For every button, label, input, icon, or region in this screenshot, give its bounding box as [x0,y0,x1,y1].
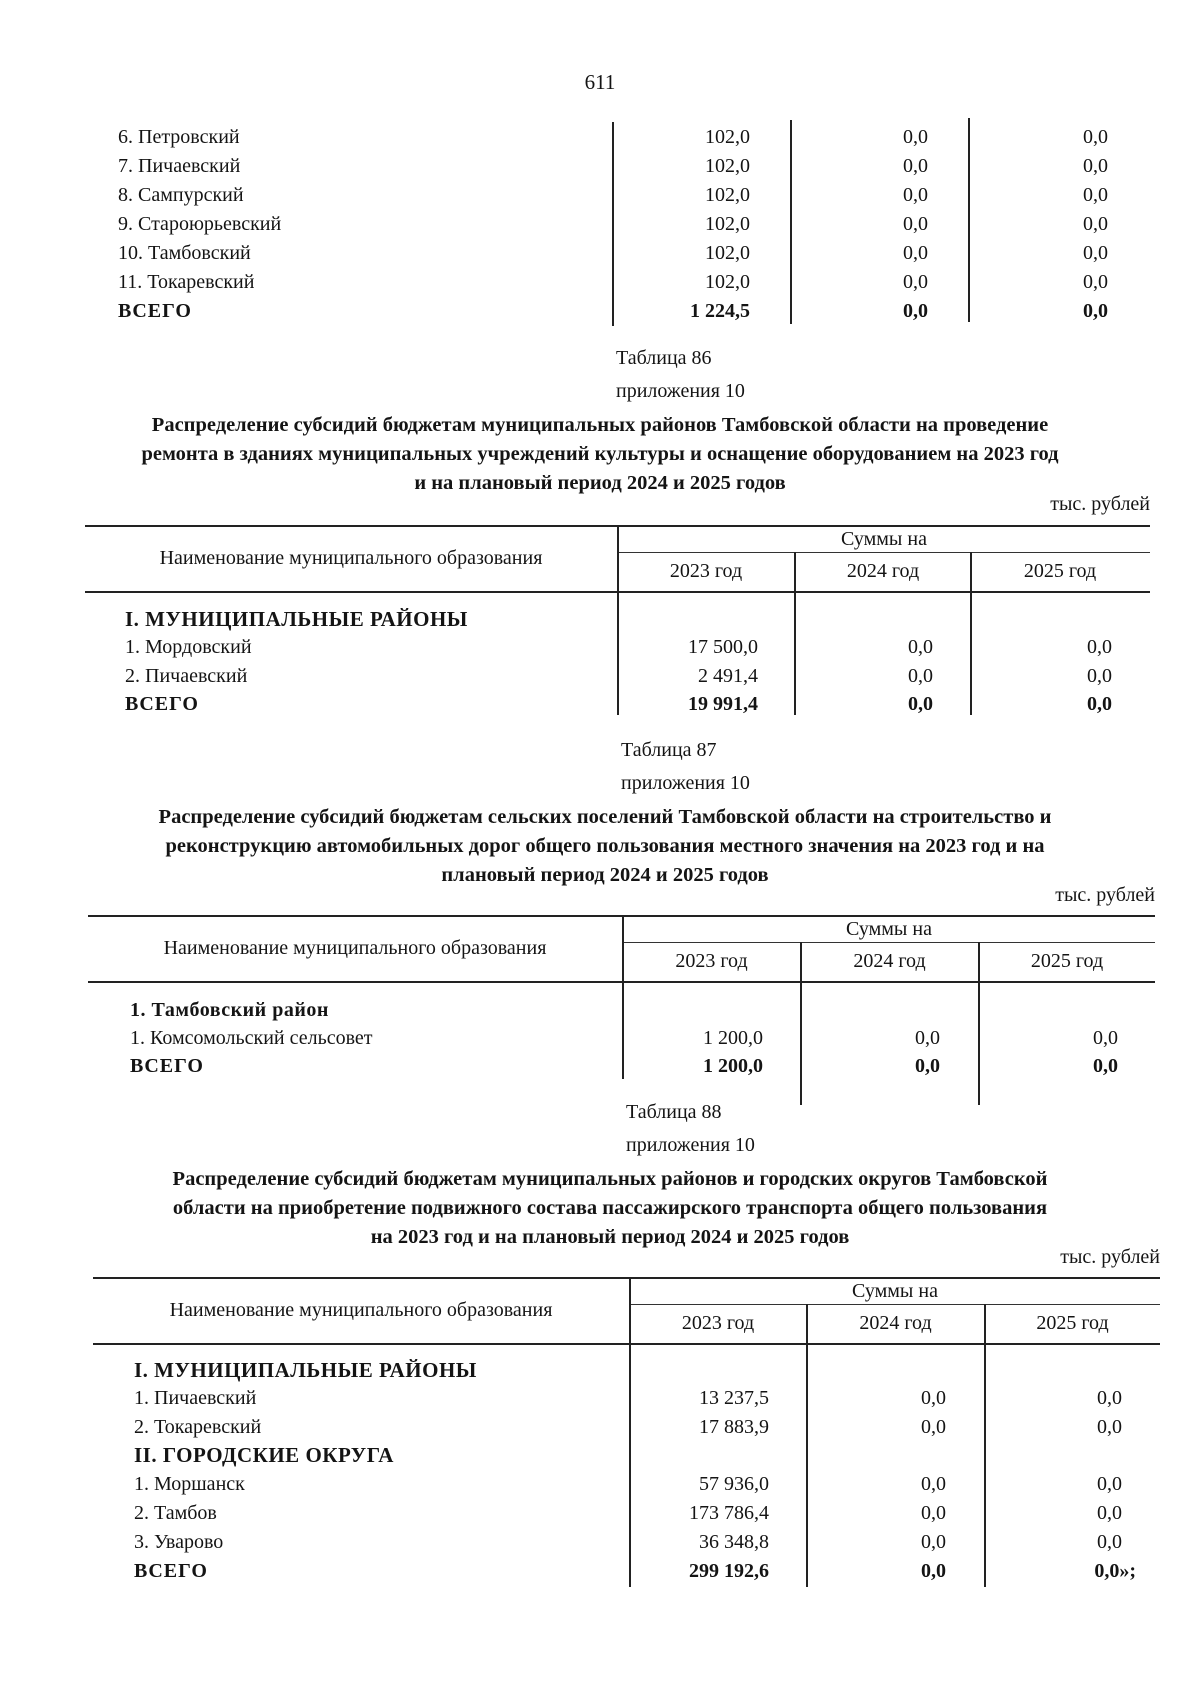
value-2023: 57 936,0 [699,1473,769,1495]
column-header-2023: 2023 год [675,950,748,972]
table-title [85,803,1125,890]
table-row [0,184,1200,213]
value-2023: 102,0 [705,126,750,148]
title-line: области на приобретение подвижного состава пассажирского транспорта общего пользования [172,1197,1048,1219]
value-2025: 0,0 [1083,213,1108,235]
title-line: и на плановый период 2024 и 2025 годов [414,472,786,494]
section-heading: 1. Тамбовский район [130,999,329,1021]
table-row [0,271,1200,300]
table-caption: Таблица 86 [616,347,712,369]
table-caption: Таблица 88 [626,1101,722,1123]
value-2025: 0,0 [1097,1531,1122,1553]
total-row [0,1560,1200,1589]
column-header-sums: Суммы на [846,918,932,940]
value-2023: 102,0 [705,155,750,177]
column-header-2025: 2025 год [1030,950,1104,972]
value-2025: 0,0 [1083,300,1108,322]
table-row [0,1416,1200,1445]
table-caption: Таблица 87 [621,739,717,761]
row-name: 11. Токаревский [118,271,255,293]
value-2025: 0,0»; [1094,1560,1136,1582]
section-heading: I. МУНИЦИПАЛЬНЫЕ РАЙОНЫ [125,607,468,631]
unit-label: тыс. рублей [1060,1246,1160,1268]
column-header-sums: Суммы на [852,1280,938,1302]
table-row [0,1502,1200,1531]
row-name: 1. Мордовский [125,636,252,658]
table-87 [0,915,1200,1085]
column-header-name: Наименование муниципального образования [159,547,543,569]
table-row [0,1387,1200,1416]
row-name: ВСЕГО [130,1055,204,1077]
section-heading: II. ГОРОДСКИЕ ОКРУГА [134,1443,394,1467]
total-row [0,300,1200,329]
row-name: ВСЕГО [125,693,199,715]
value-2025: 0,0 [1093,1027,1118,1049]
value-2024: 0,0 [903,126,928,148]
row-name: 2. Пичаевский [125,665,248,687]
row-name: 9. Староюрьевский [118,213,282,235]
title-line: реконструкцию автомобильных дорог общего пользования местного значения на 2023 год и на [165,835,1045,857]
value-2023: 102,0 [705,242,750,264]
value-2024: 0,0 [921,1531,946,1553]
value-2023: 102,0 [705,184,750,206]
value-2024: 0,0 [903,271,928,293]
value-2023: 19 991,4 [688,693,758,715]
value-2023: 36 348,8 [699,1531,769,1553]
table-appendix: приложения 10 [626,1134,755,1156]
table-row [0,213,1200,242]
column-header-2024: 2024 год [846,560,920,582]
row-name: 8. Сампурский [118,184,244,206]
value-2024: 0,0 [903,155,928,177]
table-86 [0,525,1200,721]
value-2025: 0,0 [1097,1416,1122,1438]
column-header-2023: 2023 год [681,1312,755,1334]
unit-label: тыс. рублей [1050,493,1150,515]
column-header-2025: 2025 год [1023,560,1097,582]
value-2024: 0,0 [908,665,933,687]
value-2025: 0,0 [1097,1473,1122,1495]
column-header-sums: Суммы на [841,528,927,550]
value-2025: 0,0 [1087,636,1112,658]
value-2024: 0,0 [903,213,928,235]
column-header-2024: 2024 год [859,1312,932,1334]
row-name: ВСЕГО [118,300,192,322]
header-bottom-border [93,1343,1160,1345]
value-2024: 0,0 [921,1502,946,1524]
value-2023: 13 237,5 [699,1387,769,1409]
table-row [0,1531,1200,1560]
section-heading: I. МУНИЦИПАЛЬНЫЕ РАЙОНЫ [134,1358,477,1382]
title-line: Распределение субсидий бюджетам муниципальных районов Тамбовской области на проведение [151,414,1049,436]
header-divider [623,942,1155,943]
value-2025: 0,0 [1083,126,1108,148]
row-name: 2. Тамбов [134,1502,217,1524]
title-line: плановый период 2024 и 2025 годов [441,864,769,886]
value-2024: 0,0 [915,1055,940,1077]
column-header-name: Наименование муниципального образования [163,937,547,959]
row-name: 3. Уварово [134,1531,224,1553]
table-row [0,636,1200,665]
title-line: на 2023 год и на плановый период 2024 и 2025 годов [370,1226,850,1248]
table-appendix: приложения 10 [621,772,750,794]
value-2023: 17 883,9 [699,1416,769,1438]
value-2023: 299 192,6 [689,1560,769,1582]
row-name: 1. Моршанск [134,1473,245,1495]
value-2023: 1 200,0 [703,1027,763,1049]
column-header-2023: 2023 год [669,560,743,582]
value-2024: 0,0 [921,1387,946,1409]
value-2025: 0,0 [1083,271,1108,293]
value-2024: 0,0 [921,1560,946,1582]
value-2023: 17 500,0 [688,636,758,658]
value-2023: 2 491,4 [698,665,758,687]
value-2025: 0,0 [1097,1387,1122,1409]
value-2024: 0,0 [908,636,933,658]
value-2024: 0,0 [903,242,928,264]
row-name: 6. Петровский [118,126,240,148]
table-title [80,411,1120,498]
value-2023: 102,0 [705,213,750,235]
row-name: ВСЕГО [134,1560,208,1582]
table-row [0,1473,1200,1502]
value-2023: 1 224,5 [690,300,750,322]
value-2024: 0,0 [903,184,928,206]
value-2023: 173 786,4 [689,1502,769,1524]
header-divider [618,552,1150,553]
value-2023: 1 200,0 [703,1055,763,1077]
table-row [0,126,1200,155]
header-divider [630,1304,1160,1305]
title-line: Распределение субсидий бюджетам муниципальных районов и городских округов Тамбовской [172,1168,1048,1190]
value-2024: 0,0 [921,1416,946,1438]
value-2025: 0,0 [1083,242,1108,264]
unit-label: тыс. рублей [1055,884,1155,906]
column-header-name: Наименование муниципального образования [169,1299,553,1321]
total-row [0,693,1200,722]
column-header-2024: 2024 год [853,950,926,972]
value-2024: 0,0 [903,300,928,322]
value-2025: 0,0 [1083,155,1108,177]
row-name: 7. Пичаевский [118,155,241,177]
value-2024: 0,0 [921,1473,946,1495]
table-appendix: приложения 10 [616,380,745,402]
value-2025: 0,0 [1093,1055,1118,1077]
row-name: 10. Тамбовский [118,242,251,264]
table-row [0,665,1200,694]
value-2024: 0,0 [908,693,933,715]
table-row [0,155,1200,184]
column-header-2025: 2025 год [1036,1312,1109,1334]
row-name: 1. Комсомольский сельсовет [130,1027,373,1049]
total-row [0,1055,1200,1084]
table-88 [0,1277,1200,1597]
table-row [0,1027,1200,1056]
table-row [0,242,1200,271]
title-line: Распределение субсидий бюджетам сельских поселений Тамбовской области на строительство и [158,806,1052,828]
table-title [90,1165,1130,1252]
continuation-table [0,118,1200,332]
row-name: 2. Токаревский [134,1416,262,1438]
table-top-border [93,1277,1160,1279]
value-2025: 0,0 [1097,1502,1122,1524]
value-2025: 0,0 [1087,665,1112,687]
value-2024: 0,0 [915,1027,940,1049]
page-number: 611 [584,70,616,94]
value-2025: 0,0 [1083,184,1108,206]
value-2025: 0,0 [1087,693,1112,715]
title-line: ремонта в зданиях муниципальных учреждений культуры и оснащение оборудованием на 2023 год [141,443,1059,465]
value-2023: 102,0 [705,271,750,293]
row-name: 1. Пичаевский [134,1387,257,1409]
